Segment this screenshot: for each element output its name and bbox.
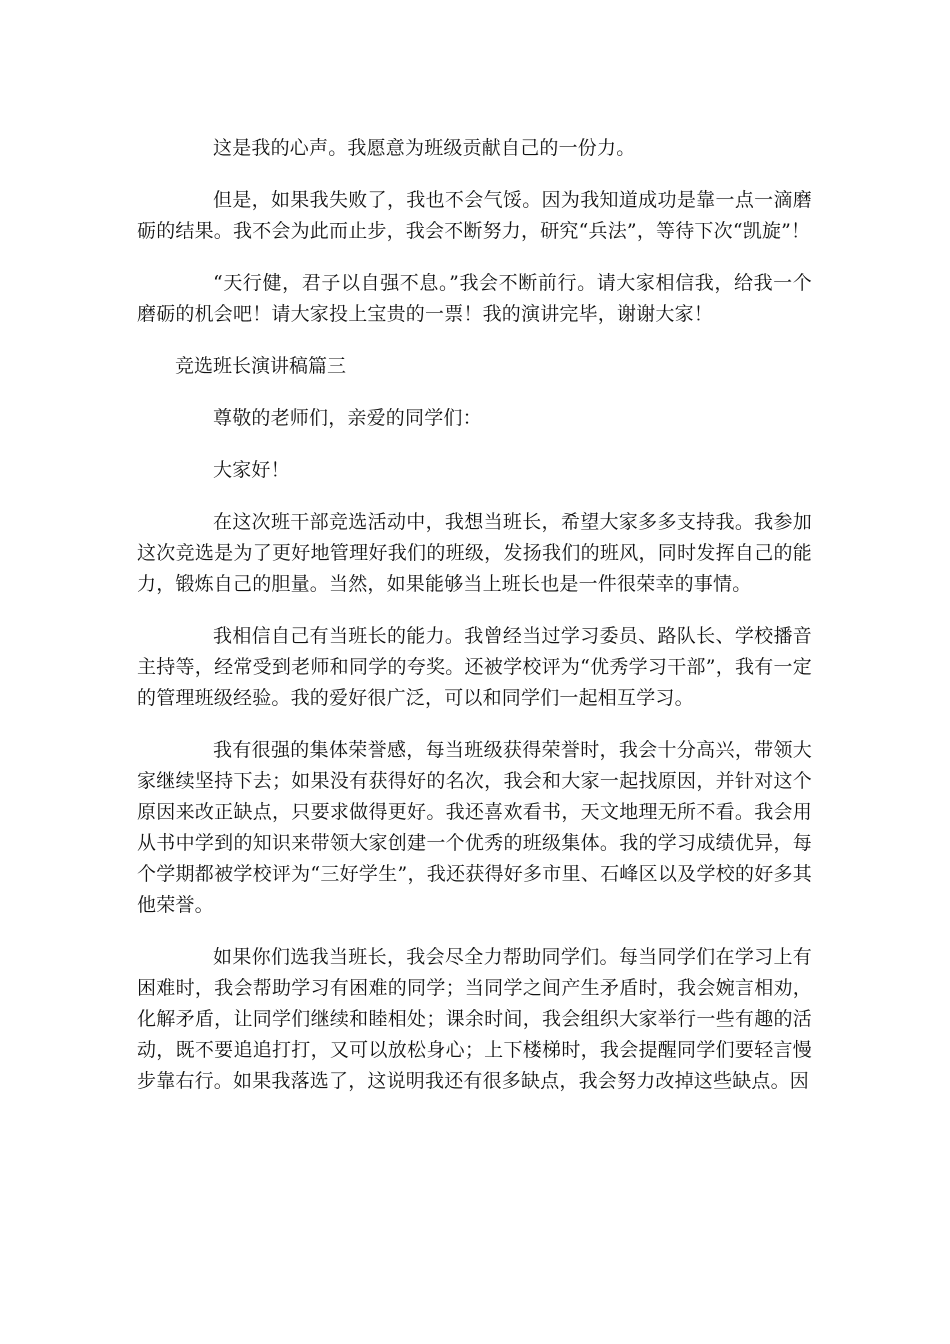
- paragraph-3: “天行健，君子以自强不息。”我会不断前行。请大家相信我，给我一个磨砺的机会吧！请大家投上宝贵的一票！我的演讲完毕，谢谢大家！: [137, 272, 812, 325]
- paragraph-9: 我有很强的集体荣誉感，每当班级获得荣誉时，我会十分高兴，带领大家继续坚持下去；如果没有获得好的名次，我会和大家一起找原因，并针对这个原因来改正缺点，只要求做得更好。我还喜欢看书，天文地理无所不看。我会用从书中学到的知识来带领大家创建一个优秀的班级集体。我的学习成绩优异，每个学期都被学校评为“三好学生”，我还获得好多市里、石峰区以及学校的好多其他荣誉。: [137, 739, 812, 916]
- document-page: [137, 133, 812, 1118]
- paragraph-10: 如果你们选我当班长，我会尽全力帮助同学们。每当同学们在学习上有困难时，我会帮助学习有困难的同学；当同学之间产生矛盾时，我会婉言相劝，化解矛盾，让同学们继续和睦相处；课余时间，我会组织大家举行一些有趣的活动，既不要追追打打，又可以放松身心；上下楼梯时，我会提醒同学们要轻言慢步靠右行。如果我落选了，这说明我还有很多缺点，我会努力改掉这些缺点。因: [137, 946, 812, 1092]
- paragraph-1: 这是我的心声。我愿意为班级贡献自己的一份力。: [213, 137, 636, 159]
- salutation: 尊敬的老师们，亲爱的同学们：: [213, 407, 482, 429]
- section-heading: 竞选班长演讲稿篇三: [175, 355, 347, 377]
- paragraph-2: 但是，如果我失败了，我也不会气馁。因为我知道成功是靠一点一滴磨砺的结果。我不会为此而止步，我会不断努力，研究“兵法”，等待下次“凯旋”！: [137, 189, 812, 242]
- paragraph-7: 在这次班干部竞选活动中，我想当班长，希望大家多多支持我。我参加这次竞选是为了更好地管理好我们的班级，发扬我们的班风，同时发挥自己的能力，锻炼自己的胆量。当然，如果能够当上班长也是一件很荣幸的事情。: [137, 511, 812, 595]
- paragraph-8: 我相信自己有当班长的能力。我曾经当过学习委员、路队长、学校播音主持等，经常受到老师和同学的夸奖。还被学校评为“优秀学习干部”，我有一定的管理班级经验。我的爱好很广泛，可以和同学们一起相互学习。: [137, 625, 812, 709]
- greeting: 大家好！: [213, 459, 290, 481]
